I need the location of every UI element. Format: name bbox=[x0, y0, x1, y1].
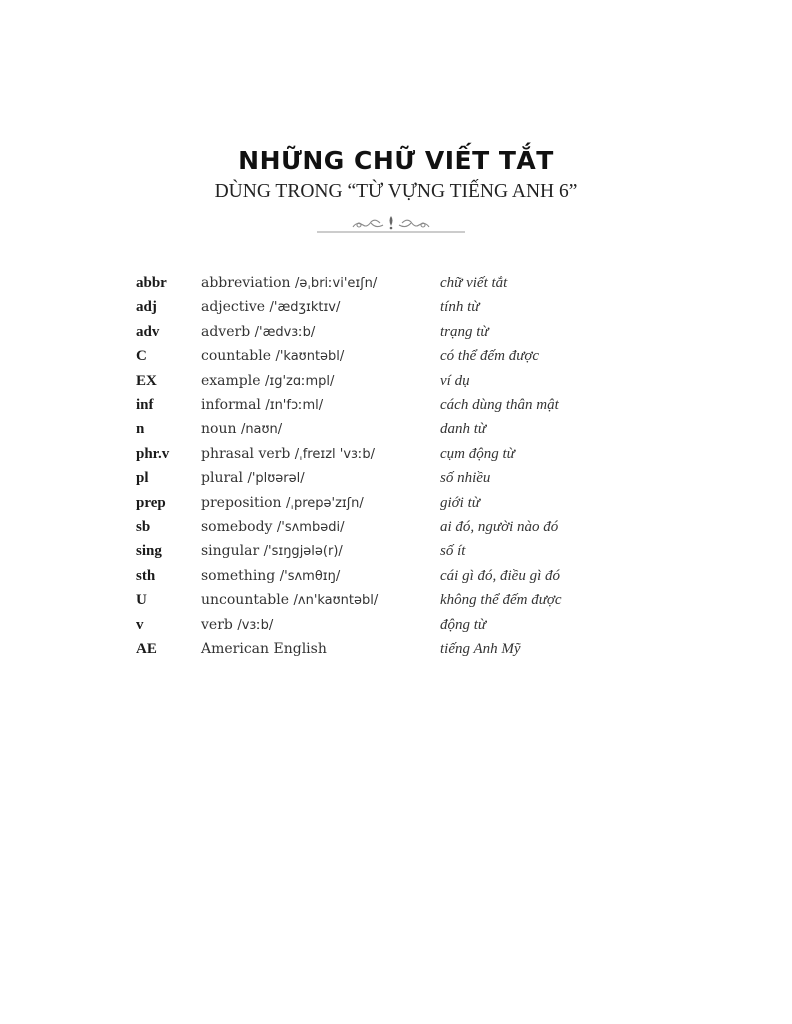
pronunciation: /'plʊərəl/ bbox=[247, 471, 305, 487]
abbreviation-code: sth bbox=[136, 567, 156, 584]
abbreviation-row bbox=[0, 519, 792, 543]
pronunciation: /'kaʊntəbl/ bbox=[275, 349, 345, 365]
vietnamese-translation: tính từ bbox=[440, 299, 480, 316]
abbreviation-meaning bbox=[201, 397, 323, 413]
full-term: example bbox=[201, 372, 261, 389]
pronunciation: /ɪg'zɑːmpl/ bbox=[264, 373, 335, 389]
full-term: adjective bbox=[201, 299, 266, 316]
abbreviation-code: phr.v bbox=[136, 445, 170, 462]
abbreviation-meaning bbox=[201, 421, 282, 437]
abbreviation-code: n bbox=[136, 421, 145, 438]
full-term: American English bbox=[201, 641, 327, 657]
vietnamese-translation: cụm động từ bbox=[440, 445, 515, 462]
abbreviation-meaning bbox=[201, 495, 364, 511]
full-term: phrasal verb bbox=[201, 445, 291, 462]
abbreviation-code: C bbox=[136, 348, 147, 365]
abbreviation-row bbox=[0, 446, 792, 470]
page-title: NHỮNG CHỮ VIẾT TẮT bbox=[238, 146, 554, 175]
full-term: informal bbox=[201, 397, 261, 413]
abbreviation-code: sb bbox=[136, 519, 151, 535]
vietnamese-translation: ví dụ bbox=[440, 372, 470, 389]
abbreviation-code: U bbox=[136, 592, 147, 609]
vietnamese-translation: danh từ bbox=[440, 421, 487, 438]
pronunciation: /'ædʒɪktɪv/ bbox=[269, 300, 341, 316]
abbreviation-row bbox=[0, 470, 792, 494]
pronunciation: /ˌprepə'zɪʃn/ bbox=[286, 495, 364, 511]
vietnamese-translation: số nhiều bbox=[440, 470, 491, 487]
abbreviation-meaning bbox=[201, 373, 334, 389]
full-term: adverb bbox=[201, 323, 251, 340]
vietnamese-translation: cách dùng thân mật bbox=[440, 397, 559, 413]
abbreviation-row bbox=[0, 348, 792, 372]
abbreviation-meaning bbox=[201, 299, 340, 315]
abbreviation-code: adv bbox=[136, 323, 160, 340]
abbreviation-row bbox=[0, 568, 792, 592]
abbreviation-meaning bbox=[201, 568, 340, 584]
full-term: uncountable bbox=[201, 592, 290, 609]
vietnamese-translation: cái gì đó, điều gì đó bbox=[440, 567, 560, 584]
abbreviation-meaning bbox=[201, 348, 344, 364]
pronunciation: /'sʌmbədi/ bbox=[276, 520, 345, 535]
full-term: abbreviation bbox=[201, 275, 291, 291]
abbreviation-meaning bbox=[201, 470, 305, 486]
pronunciation: /əˌbriːvi'eɪʃn/ bbox=[294, 276, 378, 291]
vietnamese-translation: động từ bbox=[440, 616, 487, 633]
full-term: plural bbox=[201, 470, 243, 487]
full-term: singular bbox=[201, 543, 260, 560]
vietnamese-translation: tiếng Anh Mỹ bbox=[440, 641, 521, 657]
full-term: verb bbox=[201, 616, 233, 633]
pronunciation: /ʌn'kaʊntəbl/ bbox=[293, 593, 379, 609]
full-term: countable bbox=[201, 348, 271, 365]
abbreviation-code: sing bbox=[136, 543, 162, 560]
full-term: noun bbox=[201, 421, 237, 438]
pronunciation: /ɪn'fɔːml/ bbox=[265, 398, 324, 413]
vietnamese-translation: ai đó, người nào đó bbox=[440, 519, 559, 535]
abbreviation-code: prep bbox=[136, 494, 166, 511]
full-term: something bbox=[201, 567, 276, 584]
abbreviation-row bbox=[0, 421, 792, 445]
abbreviation-row bbox=[0, 495, 792, 519]
vietnamese-translation: có thể đếm được bbox=[440, 348, 540, 365]
pronunciation: /'sɪŋgjələ(r)/ bbox=[263, 544, 343, 560]
abbreviation-row bbox=[0, 617, 792, 641]
abbreviation-row bbox=[0, 324, 792, 348]
abbreviation-meaning bbox=[201, 519, 344, 535]
vietnamese-translation: trạng từ bbox=[440, 323, 489, 340]
abbreviation-meaning bbox=[201, 641, 327, 657]
abbreviation-code: adj bbox=[136, 299, 157, 316]
pronunciation: /'ædvɜːb/ bbox=[254, 324, 316, 340]
abbreviation-meaning bbox=[201, 617, 273, 633]
full-term: preposition bbox=[201, 494, 282, 511]
abbreviation-row bbox=[0, 543, 792, 567]
abbreviation-row bbox=[0, 397, 792, 421]
abbreviation-code: inf bbox=[136, 397, 154, 413]
abbreviation-meaning bbox=[201, 324, 315, 340]
pronunciation: /'sʌmθɪŋ/ bbox=[279, 568, 341, 584]
abbreviation-code: pl bbox=[136, 470, 149, 487]
abbreviation-row bbox=[0, 299, 792, 323]
abbreviation-code: abbr bbox=[136, 275, 167, 291]
vietnamese-translation: chữ viết tắt bbox=[440, 275, 508, 291]
pronunciation: /ˌfreɪzl 'vɜːb/ bbox=[294, 446, 375, 462]
flourish-divider-icon bbox=[317, 213, 465, 235]
abbreviation-code: v bbox=[136, 616, 144, 633]
abbreviation-code: EX bbox=[136, 372, 157, 389]
vietnamese-translation: giới từ bbox=[440, 494, 480, 511]
full-term: somebody bbox=[201, 519, 273, 535]
page-subtitle: DÙNG TRONG “TỪ VỰNG TIẾNG ANH 6” bbox=[214, 181, 578, 202]
pronunciation: /naʊn/ bbox=[240, 422, 283, 438]
abbreviation-row bbox=[0, 592, 792, 616]
abbreviation-meaning bbox=[201, 543, 343, 559]
pronunciation: /vɜːb/ bbox=[237, 617, 274, 633]
abbreviation-row bbox=[0, 275, 792, 299]
vietnamese-translation: không thể đếm được bbox=[440, 592, 562, 609]
abbreviation-meaning bbox=[201, 275, 377, 291]
abbreviation-meaning bbox=[201, 446, 375, 462]
abbreviation-row bbox=[0, 641, 792, 665]
abbreviation-row bbox=[0, 373, 792, 397]
abbreviation-code: AE bbox=[136, 641, 157, 657]
abbreviation-meaning bbox=[201, 592, 378, 608]
vietnamese-translation: số ít bbox=[440, 543, 466, 560]
